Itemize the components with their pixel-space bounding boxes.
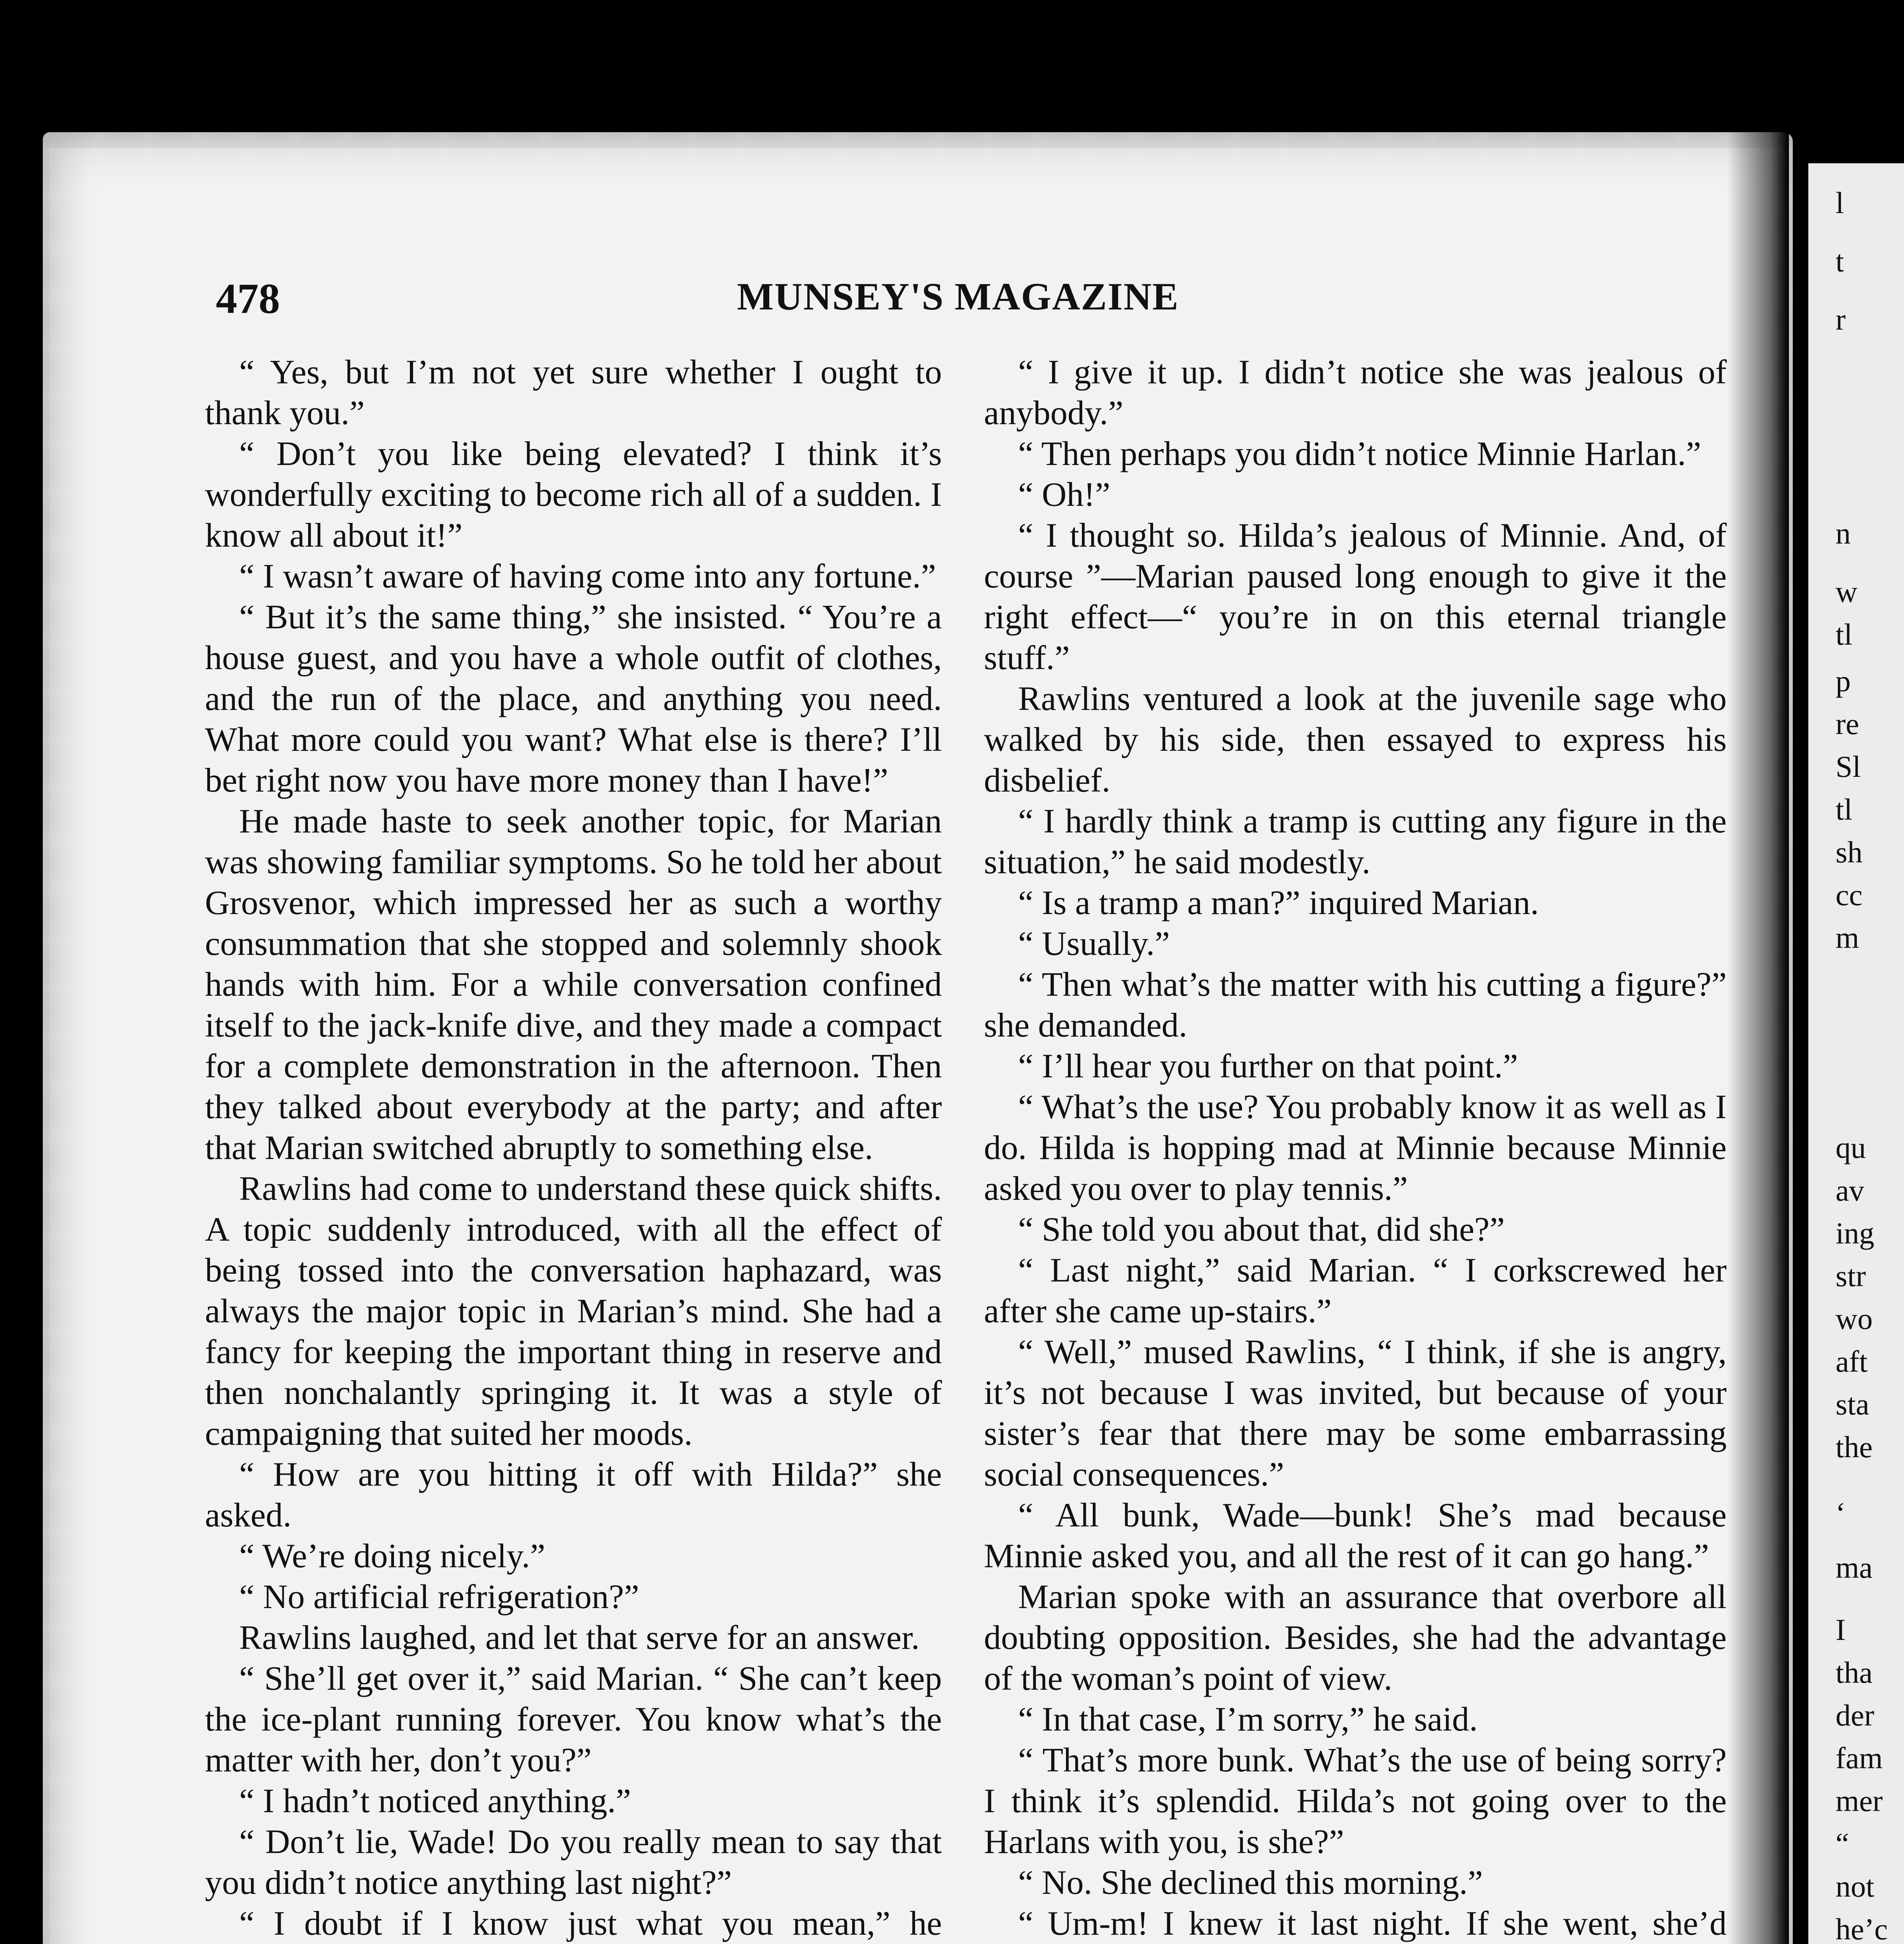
adjacent-page-text-fragment: tha — [1836, 1656, 1873, 1689]
paragraph: Marian spoke with an assurance that overbore all doubting opposition. Besides, she had the advantage of the woman’s point of view. — [984, 1578, 1727, 1698]
paragraph: “ I’ll hear you further on that point.” — [1018, 1047, 1518, 1085]
paragraph: “ Don’t lie, Wade! Do you really mean to say that you didn’t notice anything last night?” — [205, 1823, 942, 1902]
paragraph: Rawlins ventured a look at the juvenile sage who walked by his side, then essayed to express his disbelief. — [984, 680, 1727, 799]
paragraph: “ Usually.” — [1018, 925, 1170, 963]
paragraph: “ Um-m! I knew it last night. If she went, she’d — [1018, 1905, 1727, 1942]
adjacent-page-text-fragment: aft — [1836, 1344, 1868, 1378]
adjacent-page-text-fragment: tl — [1836, 617, 1853, 651]
adjacent-page-text-fragment: cc — [1836, 878, 1863, 912]
paragraph: “ In that case, I’m sorry,” he said. — [1018, 1701, 1478, 1738]
paragraph: “ I wasn’t aware of having come into any fortune.” — [239, 558, 936, 595]
adjacent-page-text-fragment: the — [1836, 1430, 1873, 1464]
adjacent-page-text-fragment: mer — [1836, 1784, 1883, 1818]
paragraph: “ Don’t you like being elevated? I think it’s wonderfully exciting to become rich all of a sudden. I know all about it!” — [205, 435, 942, 554]
adjacent-page-text-fragment: w — [1836, 575, 1858, 608]
right-text-column — [984, 352, 1727, 1944]
adjacent-page-text-fragment: der — [1836, 1698, 1874, 1732]
adjacent-page-text-fragment: “ — [1836, 1827, 1849, 1860]
adjacent-page-text-fragment: he’c — [1836, 1912, 1888, 1944]
paragraph: “ I thought so. Hilda’s jealous of Minnie. And, of course ”—Marian paused long enough to give it the right effect—“ you’re in on this eternal triangle stuff.” — [984, 517, 1727, 677]
paragraph: “ Is a tramp a man?” inquired Marian. — [1018, 884, 1539, 922]
adjacent-page-text-fragment: p — [1836, 664, 1851, 698]
paragraph: “ Then what’s the matter with his cutting a figure?” she demanded. — [984, 966, 1727, 1044]
adjacent-page-text-fragment: m — [1836, 921, 1859, 955]
adjacent-page-text-fragment: fam — [1836, 1741, 1883, 1775]
paragraph: “ No. She declined this morning.” — [1018, 1864, 1483, 1902]
paragraph: “ I give it up. I didn’t notice she was jealous of anybody.” — [984, 353, 1727, 432]
adjacent-page-text-fragment: t — [1836, 244, 1844, 278]
adjacent-page-text-fragment: tl — [1836, 792, 1853, 826]
paragraph: “ Last night,” said Marian. “ I corkscrewed her after she came up-stairs.” — [984, 1252, 1727, 1330]
adjacent-page-text-fragment: wo — [1836, 1302, 1873, 1336]
paragraph: “ No artificial refrigeration?” — [239, 1578, 639, 1616]
paragraph: Rawlins had come to understand these quick shifts. A topic suddenly introduced, with all the effect of being tossed into the conversation haphazard, was always the major topic in Marian’s mind. She had a fancy for keeping the important thing in reserve and then nonchalantly springing it. It was a style of campaigning that suited her moods. — [205, 1170, 942, 1453]
paragraph: “ Then perhaps you didn’t notice Minnie Harlan.” — [1018, 435, 1701, 473]
paragraph: “ She told you about that, did she?” — [1018, 1211, 1505, 1248]
paragraph: “ What’s the use? You probably know it as well as I do. Hilda is hopping mad at Minnie because Minnie asked you over to play tennis.” — [984, 1088, 1727, 1208]
adjacent-page-edge — [1808, 163, 1904, 1944]
left-text-column — [205, 352, 942, 1944]
adjacent-page-text-fragment: sh — [1836, 835, 1863, 869]
paragraph: “ We’re doing nicely.” — [239, 1537, 546, 1575]
adjacent-page-text-fragment: re — [1836, 707, 1859, 741]
paragraph: “ How are you hitting it off with Hilda?” she asked. — [205, 1456, 942, 1534]
paragraph: Rawlins laughed, and let that serve for an answer. — [239, 1619, 920, 1657]
adjacent-page-text-fragment: ma — [1836, 1551, 1873, 1584]
adjacent-page-text-fragment: r — [1836, 302, 1846, 336]
paragraph: “ Yes, but I’m not yet sure whether I ought to thank you.” — [205, 353, 942, 432]
page-gutter-shadow — [1727, 128, 1789, 1944]
paragraph: “ But it’s the same thing,” she insisted. “ You’re a house guest, and you have a whole outfit of clothes, and the run of the place, and anything you need. What more could you want? What else is there? I’ll bet right now you have more money than I have!” — [205, 598, 942, 799]
paragraph: “ Oh!” — [1018, 476, 1110, 514]
adjacent-page-text-fragment: sta — [1836, 1387, 1869, 1421]
adjacent-page-text-fragment: qu — [1836, 1131, 1866, 1164]
page-number: 478 — [216, 275, 280, 322]
running-head: MUNSEY'S MAGAZINE — [737, 275, 1179, 318]
adjacent-page-text-fragment: Sl — [1836, 750, 1861, 783]
paragraph: “ I doubt if I know just what you mean,” he — [239, 1905, 942, 1942]
paragraph: “ All bunk, Wade—bunk! She’s mad because Minnie asked you, and all the rest of it can go hang.” — [984, 1496, 1727, 1575]
adjacent-page-text-fragment: not — [1836, 1869, 1874, 1903]
paragraph: “ Well,” mused Rawlins, “ I think, if she is angry, it’s not because I was invited, but because of your sister’s fear that there may be some embarrassing social consequences.” — [984, 1333, 1727, 1493]
adjacent-page-text-fragment: ing — [1836, 1216, 1874, 1250]
paragraph: “ I hadn’t noticed anything.” — [239, 1782, 631, 1820]
paragraph: “ I hardly think a tramp is cutting any figure in the situation,” he said modestly. — [984, 802, 1727, 881]
adjacent-page-text-fragment: n — [1836, 516, 1851, 550]
paragraph: “ That’s more bunk. What’s the use of being sorry? I think it’s splendid. Hilda’s not going over to the Harlans with you, is she?” — [984, 1741, 1727, 1861]
paragraph: “ She’ll get over it,” said Marian. “ She can’t keep the ice-plant running forever. You know what’s the matter with her, don’t you?” — [205, 1660, 942, 1779]
adjacent-page-text-fragment: ‘ — [1836, 1496, 1846, 1530]
paragraph: He made haste to seek another topic, for Marian was showing familiar symptoms. So he told her about Grosvenor, which impressed her as such a worthy consummation that she stopped and solemnly shook hands with him. For a while conversation confined itself to the jack-knife dive, and they made a compact for a complete demonstration in the afternoon. Then they talked about everybody at the party; and after that Marian switched abruptly to something else. — [205, 802, 942, 1167]
adjacent-page-text-fragment: str — [1836, 1259, 1866, 1293]
adjacent-page-text-fragment: l — [1836, 186, 1844, 220]
adjacent-page-text-fragment: I — [1836, 1613, 1846, 1647]
adjacent-page-text-fragment: av — [1836, 1173, 1864, 1207]
